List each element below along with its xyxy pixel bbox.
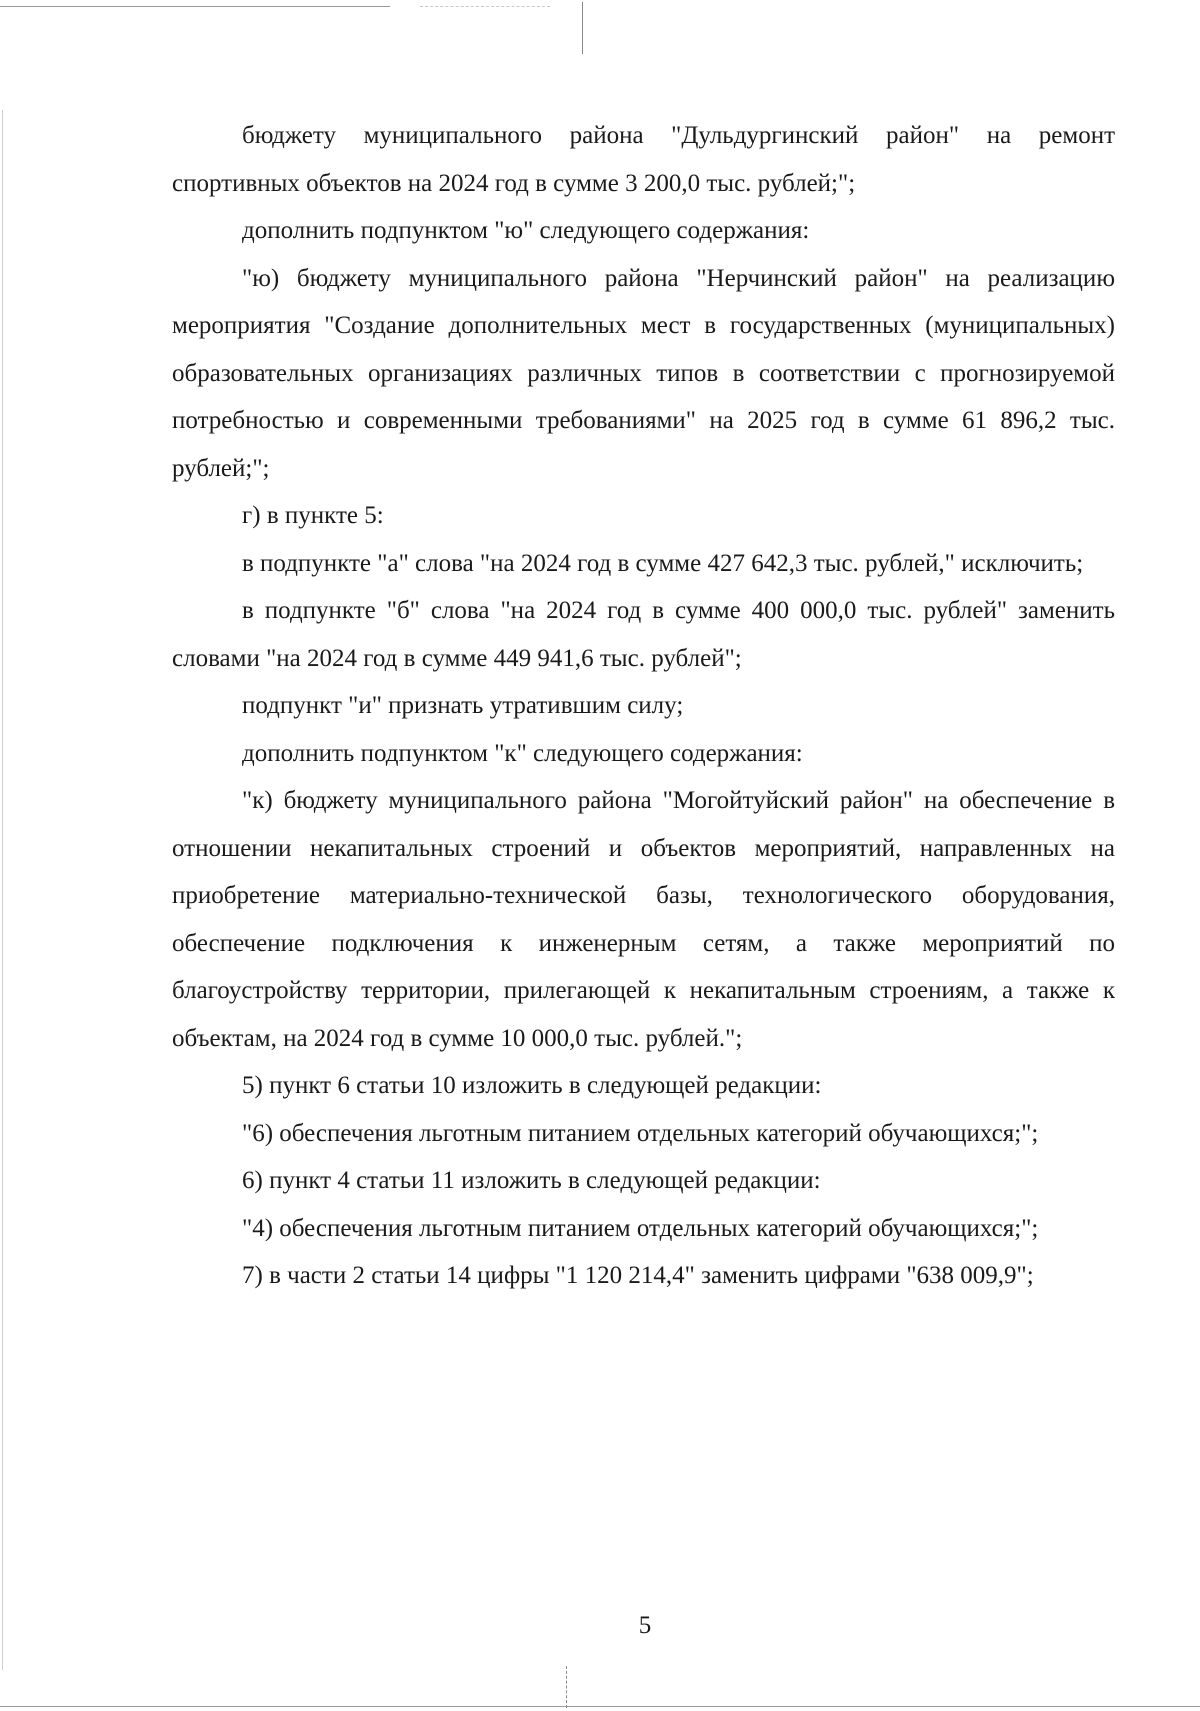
paragraph: дополнить подпунктом "к" следующего содержания:	[242, 739, 803, 767]
scan-edge-line	[2, 110, 3, 1670]
scan-edge-line	[420, 6, 550, 7]
paragraph: "6) обеспечения льготным питанием отдельных категорий обучающихся;";	[242, 1119, 1039, 1147]
scan-edge-line	[0, 1706, 1200, 1707]
paragraph: г) в пункте 5:	[242, 502, 384, 529]
paragraph: дополнить подпунктом "ю" следующего содержания:	[242, 217, 810, 244]
page-number: 5	[638, 1612, 652, 1639]
scan-edge-line	[0, 6, 390, 7]
paragraph: в подпункте "б" слова "на 2024 год в сумме 400 000,0 тыс. рублей" заменить словами "на 2024 год в сумме 449 941,6 тыс. рублей";	[172, 597, 1115, 672]
fold-mark	[566, 1666, 567, 1708]
fold-mark	[582, 2, 583, 54]
document-body	[172, 112, 1115, 1300]
paragraph: подпункт "и" признать утратившим силу;	[242, 692, 684, 719]
paragraph: "к) бюджету муниципального района "Могойтуйский район" на обеспечение в отношении некапитальных строений и объектов мероприятий, направленных на приобретение материально-технической базы, технологического оборудования, обеспечение подключения к инженерным сетям, а также мероприятий по благоустройству территории, прилегающей к некапитальным строениям, а также к объектам, на 2024 год в сумме 10 000,0 тыс. рублей.";	[172, 787, 1115, 1052]
paragraph: 6) пункт 4 статьи 11 изложить в следующей редакции:	[242, 1167, 821, 1194]
paragraph: "ю) бюджету муниципального района "Нерчинский район" на реализацию мероприятия "Создание дополнительных мест в государственных (муниципальных) образовательных организациях различных типов в соответствии с прогнозируемой потребностью и современными требованиями" на 2025 год в сумме 61 896,2 тыс. рублей;";	[172, 264, 1115, 482]
paragraph: в подпункте "а" слова "на 2024 год в сумме 427 642,3 тыс. рублей," исключить;	[242, 549, 1084, 577]
paragraph: "4) обеспечения льготным питанием отдельных категорий обучающихся;";	[242, 1214, 1039, 1242]
paragraph: бюджету муниципального района "Дульдургинский район" на ремонт спортивных объектов на 2024 год в сумме 3 200,0 тыс. рублей;";	[172, 122, 1115, 197]
paragraph: 5) пункт 6 статьи 10 изложить в следующей редакции:	[242, 1072, 822, 1099]
paragraph: 7) в части 2 статьи 14 цифры "1 120 214,4" заменить цифрами "638 009,9";	[242, 1262, 1034, 1289]
